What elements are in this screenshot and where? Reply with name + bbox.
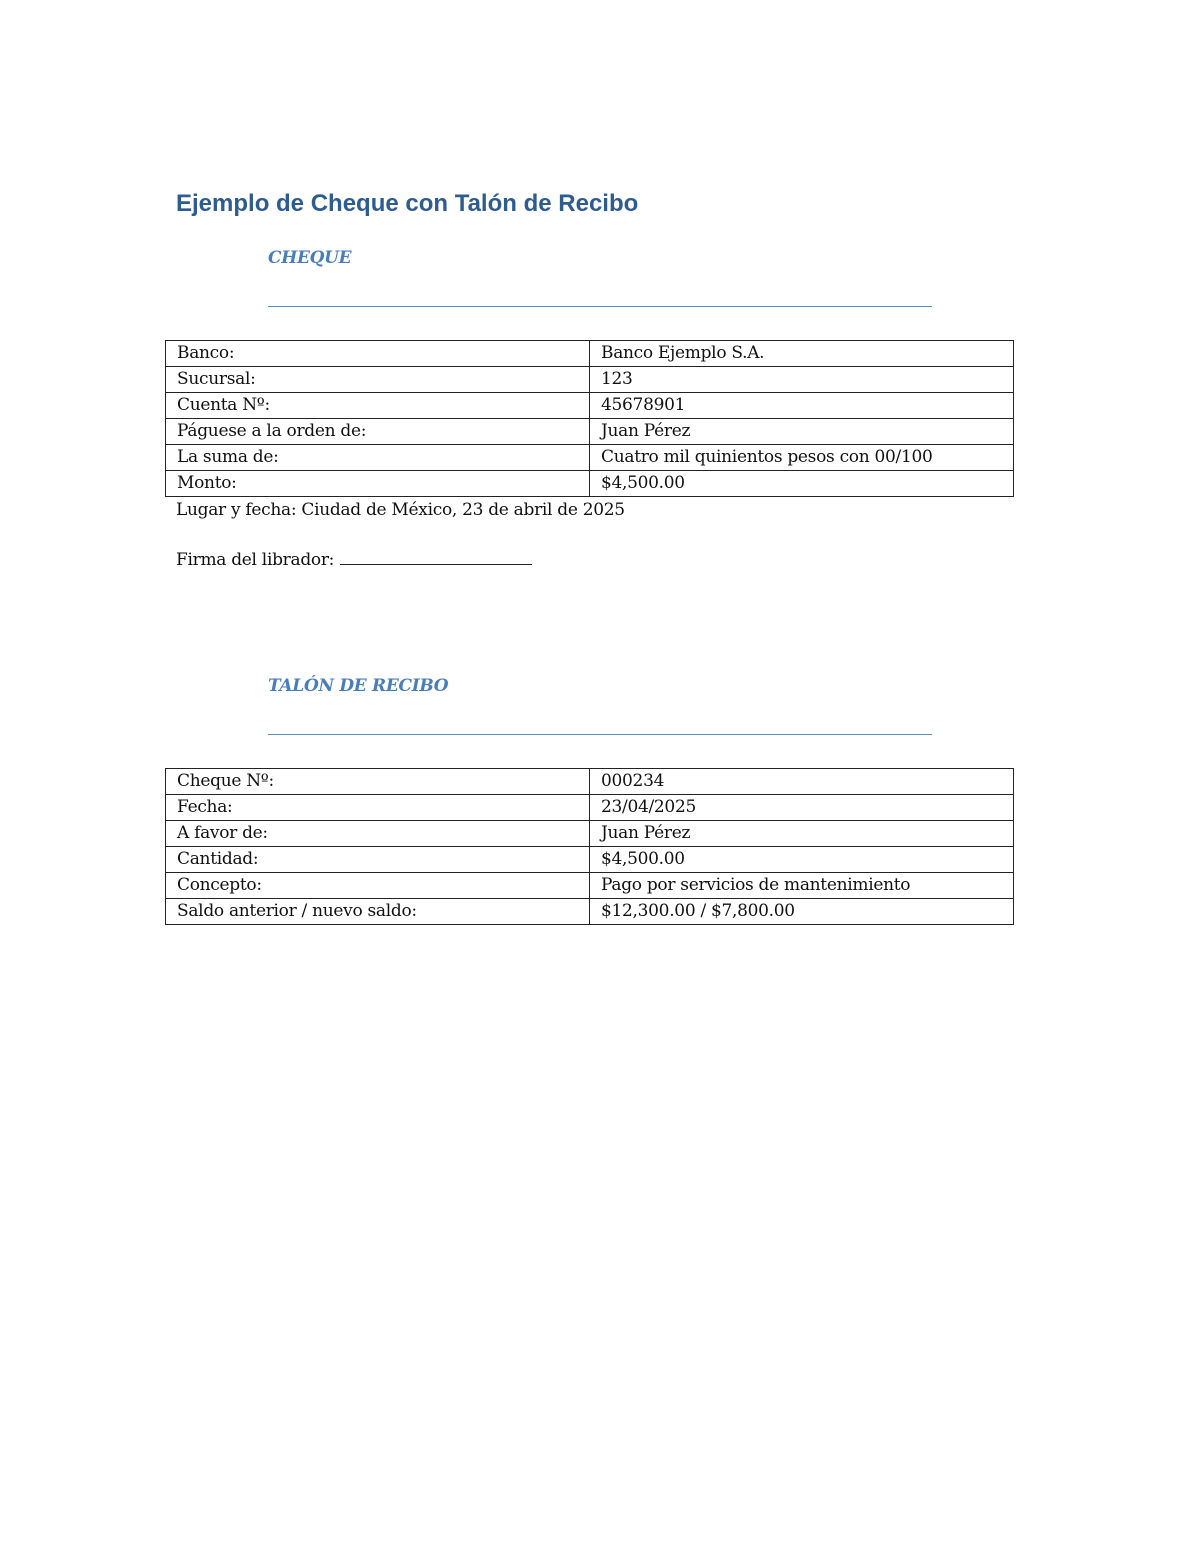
cheque-label-cuenta: Cuenta Nº: [166, 393, 590, 419]
talon-label-favor: A favor de: [166, 821, 590, 847]
cheque-value-cuenta: 45678901 [590, 393, 1014, 419]
cheque-divider [268, 306, 932, 307]
signature-blank [340, 564, 532, 565]
table-row [166, 367, 1014, 393]
talon-value-cheque: 000234 [590, 769, 1014, 795]
cheque-value-monto: $4,500.00 [590, 471, 1014, 497]
talon-divider [268, 734, 932, 735]
cheque-label-monto: Monto: [166, 471, 590, 497]
table-row [166, 419, 1014, 445]
talon-value-saldo: $12,300.00 / $7,800.00 [590, 899, 1014, 925]
table-row [166, 873, 1014, 899]
cheque-heading: CHEQUE [268, 248, 352, 268]
cheque-label-suma: La suma de: [166, 445, 590, 471]
table-row [166, 341, 1014, 367]
cheque-label-banco: Banco: [166, 341, 590, 367]
talon-label-fecha: Fecha: [166, 795, 590, 821]
talon-label-cheque: Cheque Nº: [166, 769, 590, 795]
table-row [166, 393, 1014, 419]
cheque-label-orden: Páguese a la orden de: [166, 419, 590, 445]
table-row [166, 821, 1014, 847]
talon-value-favor: Juan Pérez [590, 821, 1014, 847]
talon-value-concepto: Pago por servicios de mantenimiento [590, 873, 1014, 899]
cheque-value-sucursal: 123 [590, 367, 1014, 393]
table-row [166, 899, 1014, 925]
table-row [166, 847, 1014, 873]
table-row [166, 795, 1014, 821]
talon-label-cantidad: Cantidad: [166, 847, 590, 873]
talon-label-concepto: Concepto: [166, 873, 590, 899]
cheque-table [165, 340, 1014, 497]
signature-label: Firma del librador: [176, 550, 335, 570]
signature-line [176, 550, 532, 570]
talon-label-saldo: Saldo anterior / nuevo saldo: [166, 899, 590, 925]
talon-heading: TALÓN DE RECIBO [268, 676, 449, 696]
place-date-line: Lugar y fecha: Ciudad de México, 23 de abril de 2025 [176, 500, 625, 520]
talon-table [165, 768, 1014, 925]
cheque-label-sucursal: Sucursal: [166, 367, 590, 393]
document-title: Ejemplo de Cheque con Talón de Recibo [176, 190, 639, 217]
cheque-value-banco: Banco Ejemplo S.A. [590, 341, 1014, 367]
table-row [166, 445, 1014, 471]
table-row [166, 471, 1014, 497]
table-row [166, 769, 1014, 795]
talon-value-cantidad: $4,500.00 [590, 847, 1014, 873]
talon-value-fecha: 23/04/2025 [590, 795, 1014, 821]
cheque-value-orden: Juan Pérez [590, 419, 1014, 445]
cheque-value-suma: Cuatro mil quinientos pesos con 00/100 [590, 445, 1014, 471]
